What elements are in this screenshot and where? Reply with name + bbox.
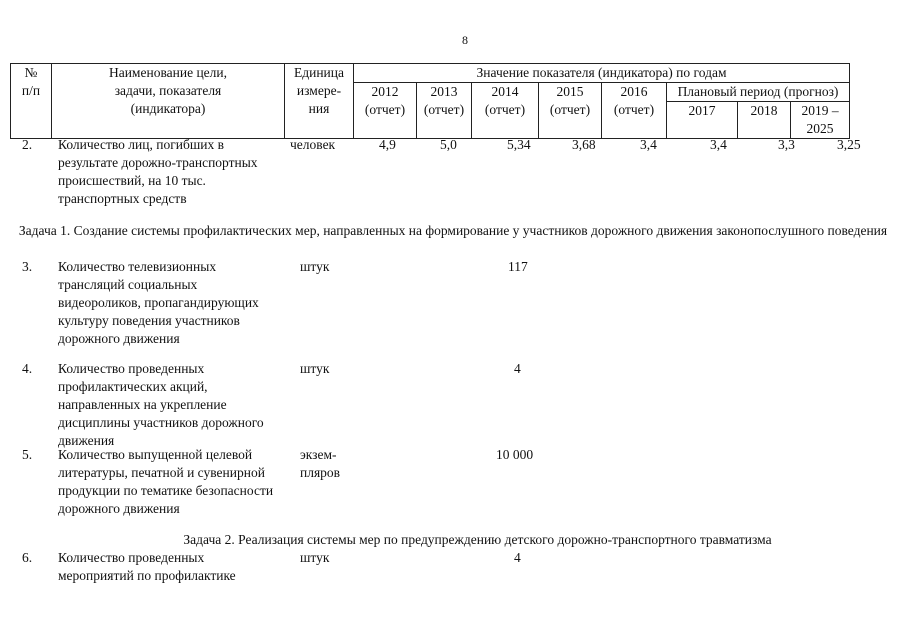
row-2-value-2012: 4,9	[379, 137, 396, 152]
row-2-value-2014: 5,34	[507, 137, 531, 152]
header-year-2016: 2016 (отчет)	[602, 83, 667, 139]
header-plan-title: Плановый период (прогноз)	[667, 83, 849, 102]
row-3-total: 117	[508, 259, 528, 274]
row-6-unit: штук	[300, 550, 330, 565]
row-2-value-2013: 5,0	[440, 137, 457, 152]
row-2-value-2015: 3,68	[572, 137, 596, 152]
row-4-unit: штук	[300, 361, 330, 376]
row-4-total: 4	[514, 361, 521, 376]
header-values-title: Значение показателя (индикатора) по годам	[354, 64, 850, 83]
row-4-name: Количество проведенных профилактических акций, направленных на укрепление дисциплины участников дорожного движения	[58, 361, 264, 448]
row-2-value-2019-2025: 3,25	[837, 137, 861, 152]
row-4-num: 4.	[22, 361, 33, 376]
header-plan-year-2017: 2017	[667, 102, 738, 138]
task-1-heading: Задача 1. Создание системы профилактических мер, направленных на формирование у участников дорожного движения законопослушного поведения	[18, 223, 888, 238]
header-year-2015: 2015 (отчет)	[539, 83, 602, 139]
row-6-name: Количество проведенных мероприятий по профилактике	[58, 550, 236, 583]
row-2-name: Количество лиц, погибших в результате дорожно-транспортных происшествий, на 10 тыс. транспортных средств	[58, 137, 258, 206]
page-number: 8	[462, 33, 468, 47]
row-6-total: 4	[514, 550, 521, 565]
header-unit: Единица измере- ния	[285, 64, 354, 139]
header-plan-year-2018: 2018	[738, 102, 791, 138]
row-3-name: Количество телевизионных трансляций социальных видеороликов, пропагандирующих культуру поведения участников дорожного движения	[58, 259, 259, 346]
table-header	[10, 63, 850, 139]
row-5-unit: экзем- пляров	[300, 447, 341, 480]
task-2-heading: Задача 2. Реализация системы мер по предупреждению детского дорожно-транспортного травматизма	[183, 532, 772, 547]
header-year-2014: 2014 (отчет)	[472, 83, 539, 139]
row-2-num: 2.	[22, 137, 33, 152]
row-5-name: Количество выпущенной целевой литературы, печатной и сувенирной продукции по тематике безопасности дорожного движения	[58, 447, 274, 516]
row-5-total: 10 000	[496, 447, 534, 462]
row-3-unit: штук	[300, 259, 330, 274]
row-2-unit: человек	[290, 137, 336, 152]
header-num: № п/п	[11, 64, 52, 139]
header-plan-year-2019-2025: 2019 – 2025	[801, 103, 839, 136]
header-name: Наименование цели, задачи, показателя (индикатора)	[52, 64, 285, 139]
row-2-value-2016: 3,4	[640, 137, 657, 152]
row-2-value-2017: 3,4	[710, 137, 727, 152]
header-plan	[667, 83, 850, 139]
row-5-num: 5.	[22, 447, 33, 462]
row-6-num: 6.	[22, 550, 33, 565]
row-3-num: 3.	[22, 259, 33, 274]
row-2-value-2018: 3,3	[778, 137, 795, 152]
header-year-2013: 2013 (отчет)	[417, 83, 472, 139]
header-year-2012: 2012 (отчет)	[354, 83, 417, 139]
